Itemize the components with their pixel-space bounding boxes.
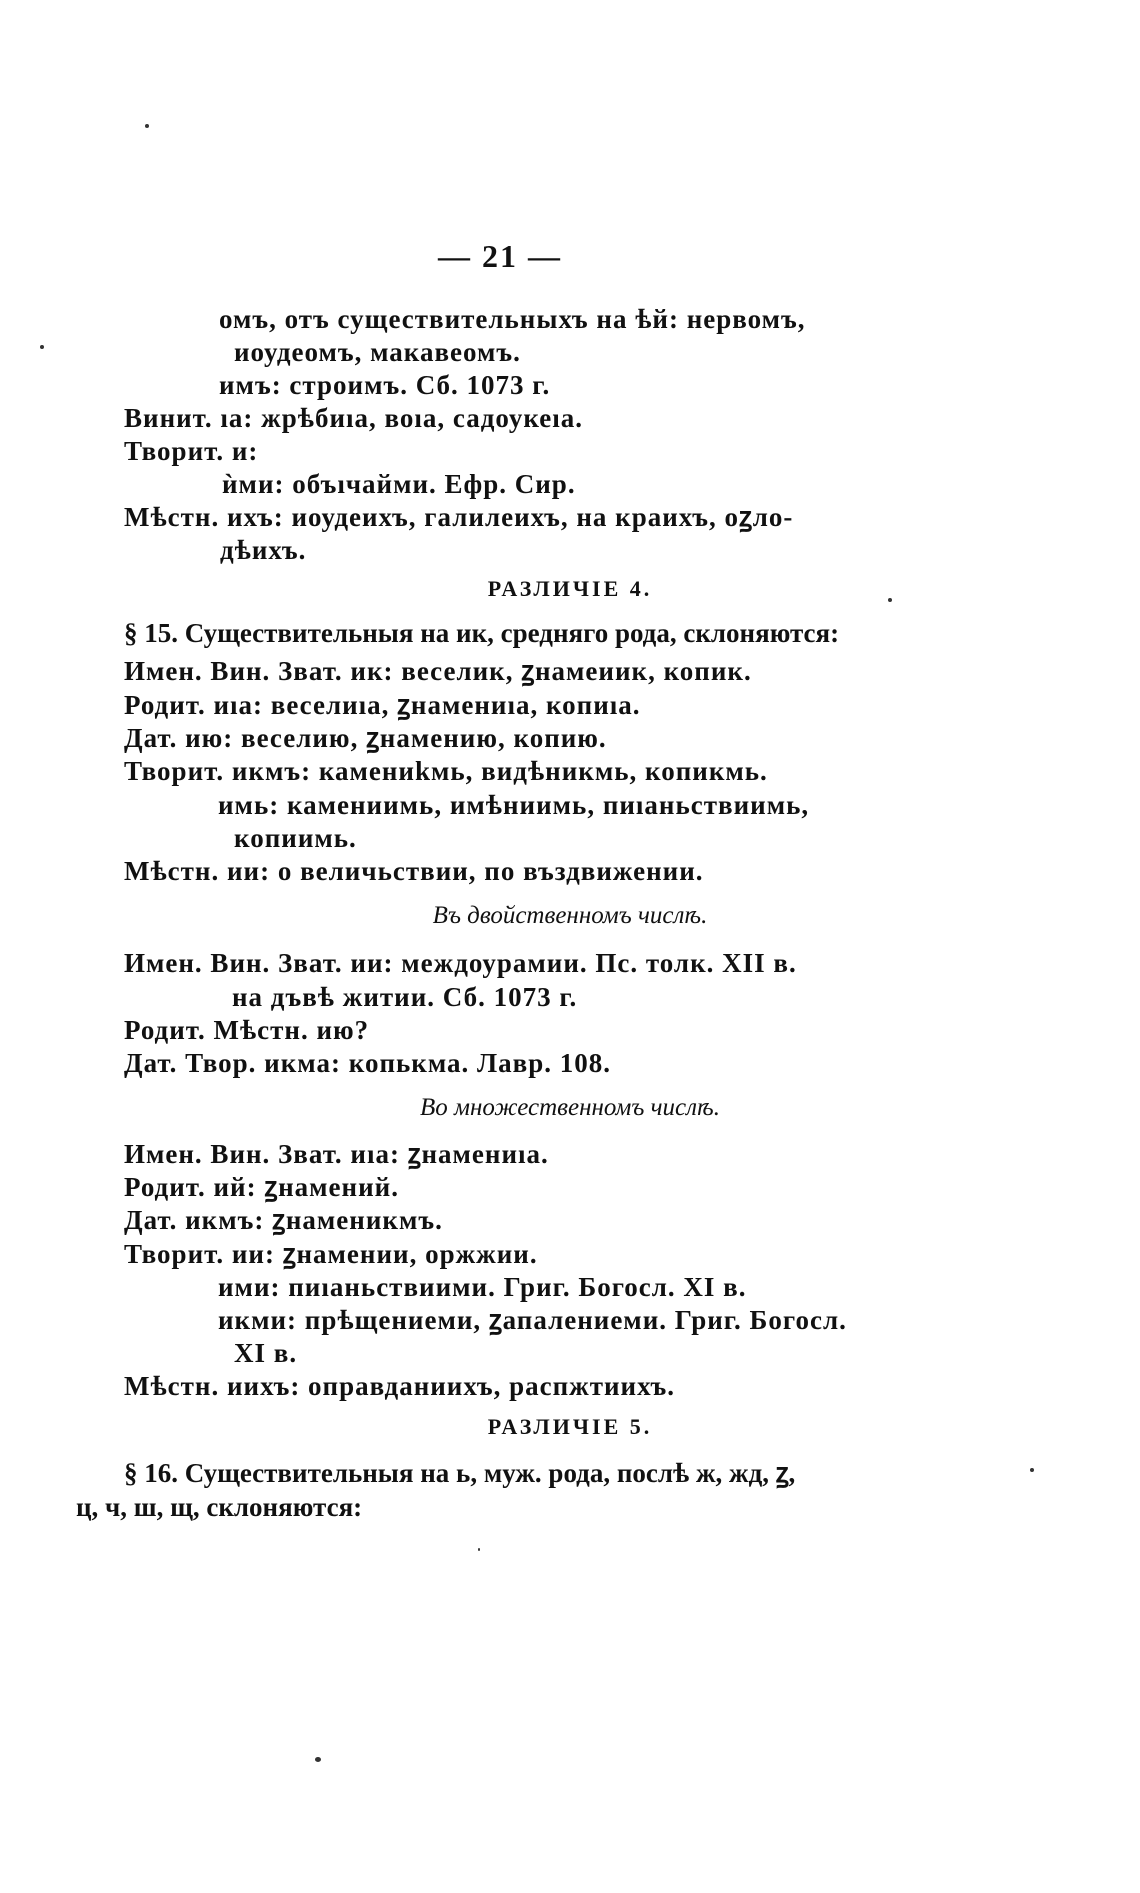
text-line: имъ: строимъ. Сб. 1073 г. xyxy=(219,370,551,400)
scan-speck xyxy=(40,345,44,349)
text-line: Дат. икмъ: ꙁнаменикмъ. xyxy=(124,1205,443,1235)
section-heading: РАЗЛИЧІЕ 4. xyxy=(487,576,653,601)
text-line: Творит. ии: ꙁнамении, оржжии. xyxy=(124,1239,538,1269)
text-line: имь: камениимь, имѣниимь, пиıаньствиимь, xyxy=(218,790,810,820)
paragraph-line: § 15. Существительныя на ик, средняго рода, склоняются: xyxy=(124,618,840,648)
text-line: иоудеомъ, макавеомъ. xyxy=(234,337,521,367)
text-line: XI в. xyxy=(234,1338,298,1368)
text-line: Мѣстн. ихъ: иоудеихъ, галилеихъ, на краихъ, оꙁло- xyxy=(124,502,794,532)
text-line: Родит. ий: ꙁнамений. xyxy=(124,1172,399,1202)
text-line: дѣихъ. xyxy=(220,535,307,565)
section-heading: РАЗЛИЧІЕ 5. xyxy=(487,1414,653,1439)
text-line: ими: пиıаньствиими. Григ. Богосл. XI в. xyxy=(218,1272,747,1302)
text-line: Творит. икмъ: камениkмь, видѣникмь, копикмь. xyxy=(124,756,768,786)
scan-speck xyxy=(1030,1468,1034,1472)
scan-speck xyxy=(315,1757,321,1762)
text-line: Дат. Твор. икма: копькма. Лавр. 108. xyxy=(124,1048,612,1078)
page-number: — 21 — xyxy=(438,238,562,274)
text-line: Имен. Вин. Зват. иıа: ꙁнамениıа. xyxy=(124,1139,549,1169)
paragraph-line: ц, ч, ш, щ, склоняются: xyxy=(76,1492,363,1522)
text-line: омъ, отъ существительныхъ на ѣй: нервомъ, xyxy=(219,304,806,334)
scan-speck xyxy=(145,124,149,128)
text-line: Родит. Мѣстн. ию? xyxy=(124,1015,370,1045)
text-line: Винит. ıа: жрѣбиıа, воıа, садоукеıа. xyxy=(124,403,583,433)
text-line: Имен. Вин. Зват. ии: междоурамии. Пс. толк. XII в. xyxy=(124,948,797,978)
text-line: Имен. Вин. Зват. ик: веселик, ꙁнамеиик, копик. xyxy=(124,656,752,686)
text-line: Родит. иıа: веселиıа, ꙁнамениıа, копиıа. xyxy=(124,690,641,720)
text-line: Дат. ию: веселию, ꙁнамению, копию. xyxy=(124,723,607,753)
text-line: ѝми: объıчайми. Ефр. Сир. xyxy=(222,469,576,499)
text-line: копиимь. xyxy=(234,823,357,853)
text-line: Мѣстн. иихъ: оправданиихъ, распжтиихъ. xyxy=(124,1371,676,1401)
text-line: Мѣстн. ии: о величьствии, по въздвижении. xyxy=(124,856,704,886)
text-line: икми: прѣщениеми, ꙁапалениеми. Григ. Богосл. xyxy=(218,1305,847,1335)
scan-speck xyxy=(478,1548,480,1551)
text-line: Творит. и: xyxy=(124,436,259,466)
subsection-heading: Въ двойственномъ числѣ. xyxy=(432,902,708,929)
subsection-heading: Во множественномъ числѣ. xyxy=(420,1094,720,1121)
text-line: на дъвѣ житии. Сб. 1073 г. xyxy=(232,982,578,1012)
scan-speck xyxy=(888,598,892,602)
paragraph-line: § 16. Существительныя на ь, муж. рода, послѣ ж, жд, ꙁ, xyxy=(124,1458,796,1488)
